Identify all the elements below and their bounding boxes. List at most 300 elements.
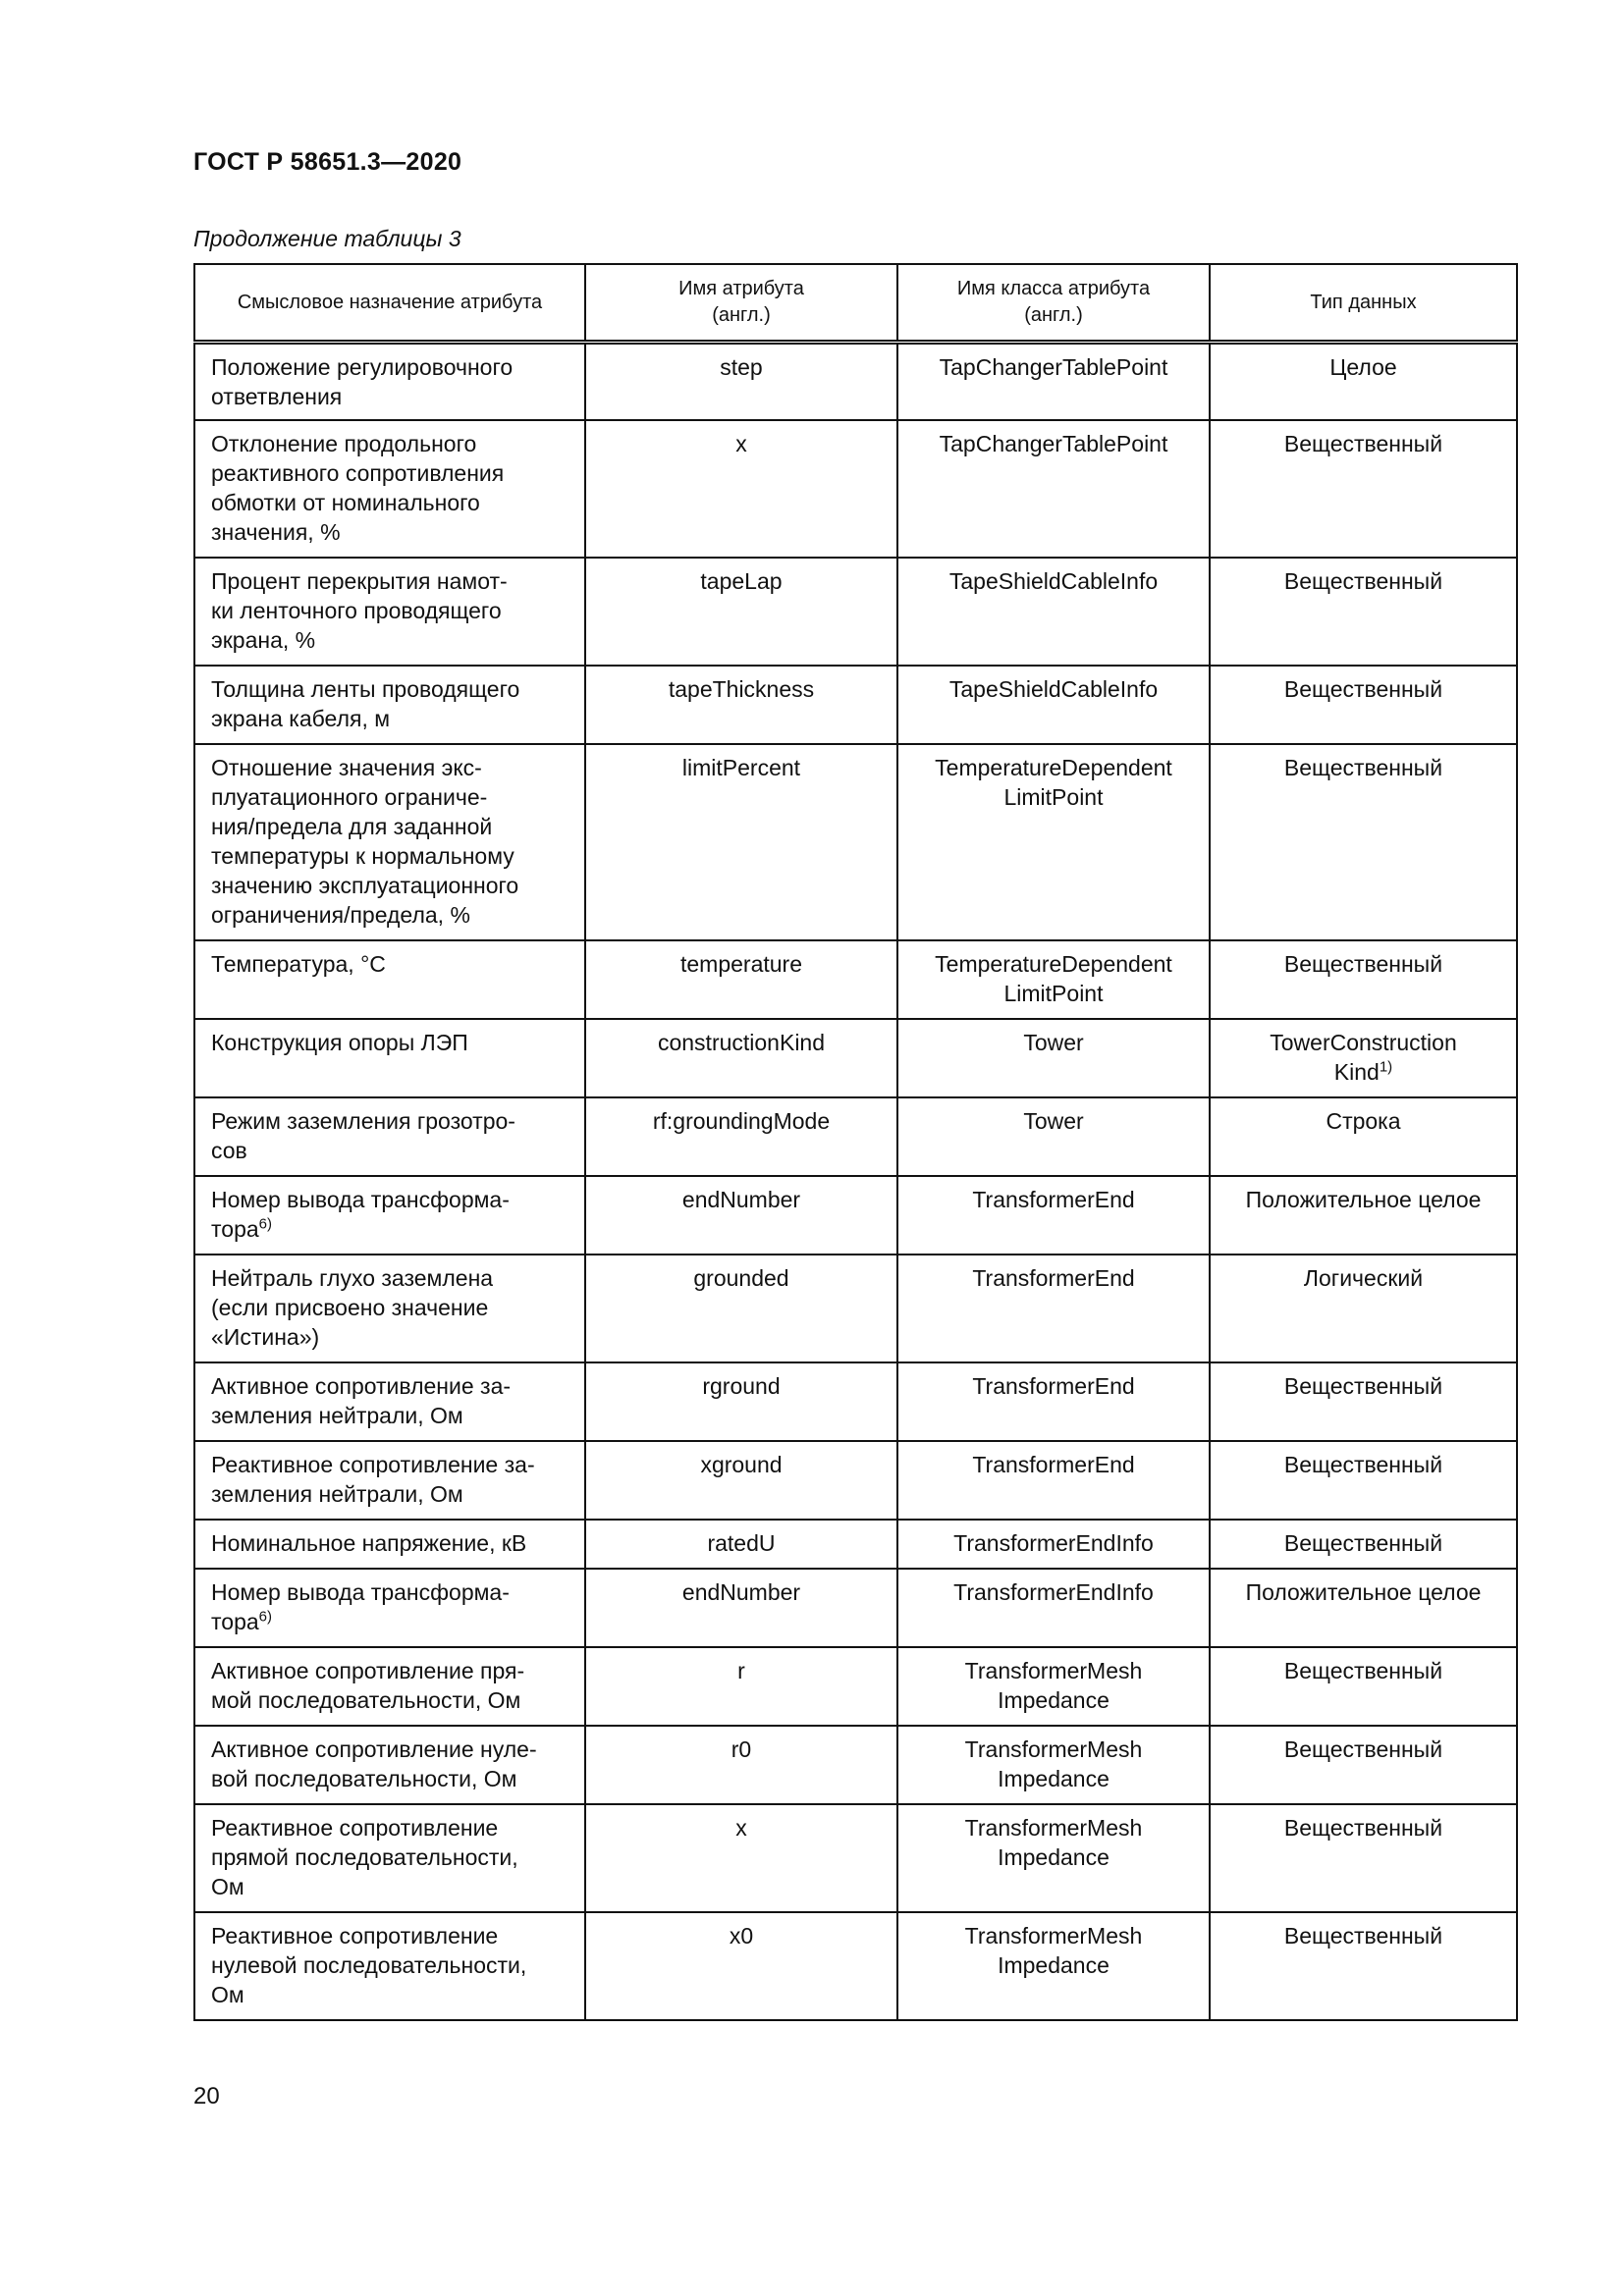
header-text: Имя атрибута: [678, 278, 804, 299]
cell-text: TransformerEnd: [972, 1265, 1135, 1291]
cell-text: Tower: [1023, 1108, 1084, 1134]
cell-purpose: [194, 1019, 585, 1097]
cell-line: [908, 979, 1199, 1008]
cell-line: [596, 1106, 887, 1136]
cell-text: тора: [211, 1216, 259, 1242]
cell-line: [211, 1371, 574, 1401]
header-data-type: [1210, 264, 1517, 343]
cell-attribute-class: [897, 1520, 1210, 1569]
cell-attribute-class: [897, 420, 1210, 558]
cell-attribute-name: [585, 1804, 897, 1912]
cell-line: [1220, 352, 1506, 382]
cell-attribute-name: [585, 1569, 897, 1647]
cell-line: [1220, 753, 1506, 782]
cell-text: ответвления: [211, 384, 343, 409]
cell-line: [908, 1028, 1199, 1057]
cell-text: Вещественный: [1283, 431, 1443, 456]
cell-line: [1220, 1371, 1506, 1401]
cell-line: [211, 1401, 574, 1430]
table-row: [194, 1362, 1517, 1441]
cell-line: [1220, 1528, 1506, 1558]
cell-text: обмотки от номинального: [211, 490, 480, 515]
table-row: [194, 1647, 1517, 1726]
cell-line: [596, 753, 887, 782]
cell-text: Логический: [1303, 1265, 1424, 1291]
cell-line: [596, 1577, 887, 1607]
cell-purpose: [194, 343, 585, 421]
cell-data-type: [1210, 1804, 1517, 1912]
cell-line: [908, 1950, 1199, 1980]
cell-text: TapeShieldCableInfo: [948, 568, 1159, 594]
cell-attribute-class: [897, 343, 1210, 421]
cell-line: [211, 1479, 574, 1509]
cell-attribute-class: [897, 1097, 1210, 1176]
cell-line: [211, 1577, 574, 1607]
footnote-ref: 1): [1379, 1058, 1393, 1076]
cell-line: [211, 1764, 574, 1793]
cell-line: [596, 674, 887, 704]
cell-attribute-name: [585, 343, 897, 421]
cell-data-type: [1210, 1097, 1517, 1176]
cell-text: Tower: [1023, 1030, 1084, 1055]
cell-line: [211, 1263, 574, 1293]
header-attribute-class: [897, 264, 1210, 343]
cell-text: мой последовательности, Ом: [211, 1687, 521, 1713]
cell-text: Целое: [1329, 354, 1397, 380]
table-row: [194, 1019, 1517, 1097]
cell-text: tapeThickness: [668, 676, 815, 702]
cell-text: (если присвоено значение: [211, 1295, 489, 1320]
cell-text: TransformerEndInfo: [953, 1530, 1154, 1556]
cell-line: [211, 1185, 574, 1214]
cell-text: LimitPoint: [1003, 784, 1104, 810]
cell-attribute-class: [897, 666, 1210, 744]
cell-attribute-class: [897, 744, 1210, 940]
cell-line: [211, 1842, 574, 1872]
cell-attribute-name: [585, 1019, 897, 1097]
cell-attribute-name: [585, 940, 897, 1019]
cell-text: TapChangerTablePoint: [939, 431, 1168, 456]
cell-purpose: [194, 1647, 585, 1726]
cell-data-type: [1210, 1569, 1517, 1647]
cell-line: [1220, 674, 1506, 704]
cell-text: TapeShieldCableInfo: [948, 676, 1159, 702]
cell-purpose: [194, 1362, 585, 1441]
cell-purpose: [194, 420, 585, 558]
cell-line: [908, 1106, 1199, 1136]
cell-data-type: [1210, 1441, 1517, 1520]
cell-line: [211, 900, 574, 930]
cell-text: Kind: [1333, 1059, 1380, 1085]
table-row: [194, 1176, 1517, 1255]
cell-line: [908, 753, 1199, 782]
table-row: [194, 744, 1517, 940]
cell-text: Положительное целое: [1245, 1187, 1482, 1212]
cell-text: Активное сопротивление за-: [211, 1373, 512, 1399]
cell-line: [908, 1764, 1199, 1793]
cell-text: «Истина»): [211, 1324, 320, 1350]
cell-text: значению эксплуатационного: [211, 873, 519, 898]
cell-attribute-class: [897, 1912, 1210, 2020]
cell-data-type: [1210, 940, 1517, 1019]
cell-text: Вещественный: [1283, 676, 1443, 702]
cell-text: grounded: [693, 1265, 789, 1291]
cell-line: [1220, 1656, 1506, 1685]
cell-text: x0: [729, 1923, 754, 1949]
cell-text: LimitPoint: [1003, 981, 1104, 1006]
cell-line: [1220, 1813, 1506, 1842]
cell-attribute-name: [585, 1362, 897, 1441]
header-attribute-name: [585, 264, 897, 343]
cell-line: [596, 352, 887, 382]
cell-text: прямой последовательности,: [211, 1844, 518, 1870]
table-row: [194, 1804, 1517, 1912]
footnote-ref: 6): [258, 1608, 272, 1626]
cell-line: [908, 1371, 1199, 1401]
cell-attribute-name: [585, 744, 897, 940]
cell-data-type: [1210, 744, 1517, 940]
cell-text: constructionKind: [657, 1030, 826, 1055]
cell-attribute-name: [585, 1097, 897, 1176]
cell-line: [211, 488, 574, 517]
cell-text: rground: [702, 1373, 781, 1399]
cell-line: [1220, 949, 1506, 979]
cell-line: [596, 1921, 887, 1950]
cell-line: [211, 596, 574, 625]
cell-attribute-class: [897, 1176, 1210, 1255]
cell-text: сов: [211, 1138, 247, 1163]
cell-text: Положение регулировочного: [211, 354, 514, 380]
cell-text: TransformerEndInfo: [953, 1579, 1154, 1605]
cell-line: [211, 1980, 574, 2009]
cell-text: Активное сопротивление пря-: [211, 1658, 525, 1683]
cell-text: нулевой последовательности,: [211, 1952, 527, 1978]
cell-text: Вещественный: [1283, 568, 1443, 594]
table-row: [194, 1441, 1517, 1520]
cell-line: [908, 782, 1199, 812]
cell-text: Реактивное сопротивление: [211, 1923, 499, 1949]
cell-purpose: [194, 1726, 585, 1804]
cell-text: Активное сопротивление нуле-: [211, 1736, 537, 1762]
cell-purpose: [194, 1176, 585, 1255]
cell-line: [596, 1450, 887, 1479]
cell-text: rf:groundingMode: [652, 1108, 831, 1134]
cell-line: [908, 1685, 1199, 1715]
cell-text: Реактивное сопротивление: [211, 1815, 499, 1841]
table-row: [194, 1912, 1517, 2020]
cell-line: [211, 871, 574, 900]
cell-line: [1220, 429, 1506, 458]
cell-text: тора: [211, 1609, 259, 1634]
cell-attribute-name: [585, 1520, 897, 1569]
cell-attribute-class: [897, 1441, 1210, 1520]
cell-attribute-class: [897, 940, 1210, 1019]
cell-data-type: [1210, 1647, 1517, 1726]
cell-line: [596, 1371, 887, 1401]
cell-text: TransformerEnd: [972, 1452, 1135, 1477]
cell-line: [1220, 1921, 1506, 1950]
cell-line: [596, 1028, 887, 1057]
table-row: [194, 1255, 1517, 1362]
cell-purpose: [194, 666, 585, 744]
cell-line: [211, 782, 574, 812]
cell-line: [1220, 1106, 1506, 1136]
cell-text: TransformerMesh: [964, 1736, 1143, 1762]
cell-line: [211, 1293, 574, 1322]
cell-line: [596, 429, 887, 458]
header-text: Смысловое назначение атрибута: [237, 291, 543, 313]
cell-line: [211, 625, 574, 655]
header-text: (англ.): [712, 304, 771, 326]
cell-text: ratedU: [707, 1530, 776, 1556]
cell-text: Impedance: [998, 1952, 1110, 1978]
cell-line: [211, 382, 574, 411]
cell-text: земления нейтрали, Ом: [211, 1481, 463, 1507]
cell-text: TransformerEnd: [972, 1373, 1135, 1399]
table-row: [194, 1569, 1517, 1647]
cell-attribute-name: [585, 1176, 897, 1255]
cell-line: [908, 1656, 1199, 1685]
cell-attribute-class: [897, 1804, 1210, 1912]
cell-data-type: [1210, 1255, 1517, 1362]
cell-text: Номер вывода трансформа-: [211, 1187, 510, 1212]
cell-data-type: [1210, 666, 1517, 744]
cell-text: r: [737, 1658, 745, 1683]
cell-line: [211, 1106, 574, 1136]
cell-text: Вещественный: [1283, 755, 1443, 780]
cell-text: экрана кабеля, м: [211, 706, 391, 731]
cell-line: [211, 753, 574, 782]
cell-purpose: [194, 1912, 585, 2020]
cell-data-type: [1210, 420, 1517, 558]
cell-text: вой последовательности, Ом: [211, 1766, 517, 1791]
cell-text: Нейтраль глухо заземлена: [211, 1265, 494, 1291]
cell-line: [908, 1450, 1199, 1479]
cell-line: [211, 1950, 574, 1980]
cell-purpose: [194, 940, 585, 1019]
cell-line: [211, 429, 574, 458]
cell-text: Реактивное сопротивление за-: [211, 1452, 535, 1477]
cell-line: [211, 674, 574, 704]
footnote-ref: 6): [258, 1215, 272, 1233]
cell-line: [908, 1842, 1199, 1872]
cell-text: TemperatureDependent: [935, 951, 1172, 977]
cell-data-type: [1210, 1019, 1517, 1097]
cell-text: TapChangerTablePoint: [939, 354, 1168, 380]
cell-text: xground: [700, 1452, 783, 1477]
table-caption: Продолжение таблицы 3: [193, 226, 461, 251]
cell-text: экрана, %: [211, 627, 316, 653]
cell-text: r0: [731, 1736, 752, 1762]
cell-text: TransformerMesh: [964, 1658, 1143, 1683]
cell-attribute-class: [897, 1255, 1210, 1362]
table-row: [194, 666, 1517, 744]
cell-line: [596, 949, 887, 979]
cell-text: ния/предела для заданной: [211, 814, 493, 839]
cell-data-type: [1210, 1362, 1517, 1441]
cell-line: [211, 1028, 574, 1057]
cell-attribute-name: [585, 1647, 897, 1726]
cell-attribute-class: [897, 1647, 1210, 1726]
cell-line: [596, 1528, 887, 1558]
cell-line: [1220, 566, 1506, 596]
page-number: 20: [193, 2083, 220, 2109]
cell-text: Положительное целое: [1245, 1579, 1482, 1605]
cell-text: Вещественный: [1283, 951, 1443, 977]
cell-text: Вещественный: [1283, 1530, 1443, 1556]
cell-text: Impedance: [998, 1687, 1110, 1713]
cell-text: TemperatureDependent: [935, 755, 1172, 780]
cell-text: Строка: [1326, 1108, 1401, 1134]
cell-line: [211, 1685, 574, 1715]
cell-line: [596, 1735, 887, 1764]
cell-data-type: [1210, 1912, 1517, 2020]
cell-purpose: [194, 558, 585, 666]
cell-text: TransformerMesh: [964, 1923, 1143, 1949]
cell-text: endNumber: [681, 1579, 801, 1605]
cell-line: [211, 812, 574, 841]
cell-text: endNumber: [681, 1187, 801, 1212]
cell-attribute-class: [897, 1019, 1210, 1097]
cell-text: плуатационного ограниче-: [211, 784, 488, 810]
cell-text: Impedance: [998, 1844, 1110, 1870]
cell-line: [1220, 1263, 1506, 1293]
attributes-table: [193, 263, 1518, 2021]
cell-text: limitPercent: [681, 755, 801, 780]
cell-text: Вещественный: [1283, 1923, 1443, 1949]
cell-text: земления нейтрали, Ом: [211, 1403, 463, 1428]
table-row: [194, 940, 1517, 1019]
cell-text: Отклонение продольного: [211, 431, 477, 456]
table-row: [194, 343, 1517, 421]
cell-purpose: [194, 1255, 585, 1362]
cell-attribute-name: [585, 1441, 897, 1520]
cell-line: [211, 704, 574, 733]
cell-purpose: [194, 744, 585, 940]
cell-line: [596, 1263, 887, 1293]
table-row: [194, 1520, 1517, 1569]
cell-text: Ом: [211, 1982, 244, 2007]
cell-line: [211, 1607, 574, 1636]
cell-attribute-name: [585, 558, 897, 666]
cell-line: [908, 1813, 1199, 1842]
cell-text: Режим заземления грозотро-: [211, 1108, 515, 1134]
table-header-row: [194, 264, 1517, 343]
cell-text: Отношение значения экс-: [211, 755, 482, 780]
cell-purpose: [194, 1520, 585, 1569]
cell-text: температуры к нормальному: [211, 843, 514, 869]
cell-text: Номинальное напряжение, кВ: [211, 1530, 527, 1556]
cell-text: Ом: [211, 1874, 244, 1899]
cell-line: [908, 1921, 1199, 1950]
cell-line: [211, 1735, 574, 1764]
cell-attribute-name: [585, 1726, 897, 1804]
cell-line: [908, 1735, 1199, 1764]
cell-line: [908, 1263, 1199, 1293]
cell-attribute-name: [585, 420, 897, 558]
cell-data-type: [1210, 1520, 1517, 1569]
table-row: [194, 1726, 1517, 1804]
cell-attribute-name: [585, 1912, 897, 2020]
cell-text: Вещественный: [1283, 1373, 1443, 1399]
cell-text: Вещественный: [1283, 1815, 1443, 1841]
cell-line: [908, 1577, 1199, 1607]
header-text: Тип данных: [1310, 291, 1417, 313]
cell-line: [596, 1656, 887, 1685]
cell-data-type: [1210, 558, 1517, 666]
table-row: [194, 558, 1517, 666]
cell-line: [908, 1528, 1199, 1558]
table-row: [194, 1097, 1517, 1176]
cell-line: [596, 566, 887, 596]
cell-line: [211, 1872, 574, 1901]
cell-purpose: [194, 1569, 585, 1647]
cell-attribute-class: [897, 1726, 1210, 1804]
cell-attribute-name: [585, 1255, 897, 1362]
cell-line: [211, 352, 574, 382]
cell-line: [211, 1214, 574, 1244]
cell-text: Конструкция опоры ЛЭП: [211, 1030, 468, 1055]
cell-attribute-class: [897, 1362, 1210, 1441]
cell-line: [211, 1528, 574, 1558]
cell-text: temperature: [679, 951, 802, 977]
cell-line: [908, 949, 1199, 979]
cell-line: [211, 841, 574, 871]
cell-line: [1220, 1057, 1506, 1087]
cell-line: [211, 1813, 574, 1842]
header-purpose: [194, 264, 585, 343]
cell-text: реактивного сопротивления: [211, 460, 505, 486]
cell-attribute-name: [585, 666, 897, 744]
cell-attribute-class: [897, 558, 1210, 666]
cell-text: Вещественный: [1283, 1658, 1443, 1683]
cell-line: [1220, 1028, 1506, 1057]
cell-text: ограничения/предела, %: [211, 902, 470, 928]
cell-text: Номер вывода трансформа-: [211, 1579, 510, 1605]
header-text: (англ.): [1024, 304, 1083, 326]
cell-data-type: [1210, 343, 1517, 421]
cell-line: [908, 674, 1199, 704]
cell-line: [211, 566, 574, 596]
cell-line: [1220, 1185, 1506, 1214]
cell-text: ки ленточного проводящего: [211, 598, 502, 623]
cell-line: [211, 1322, 574, 1352]
cell-text: TransformerEnd: [972, 1187, 1135, 1212]
cell-text: tapeLap: [700, 568, 783, 594]
cell-line: [211, 458, 574, 488]
cell-line: [1220, 1450, 1506, 1479]
cell-line: [1220, 1577, 1506, 1607]
cell-line: [908, 1185, 1199, 1214]
cell-text: Impedance: [998, 1766, 1110, 1791]
cell-data-type: [1210, 1726, 1517, 1804]
cell-line: [211, 1921, 574, 1950]
cell-line: [908, 429, 1199, 458]
cell-text: Температура, °С: [211, 951, 386, 977]
table-body: [194, 343, 1517, 2021]
cell-text: Толщина ленты проводящего: [211, 676, 520, 702]
document-code: ГОСТ Р 58651.3—2020: [193, 148, 462, 176]
cell-line: [1220, 1735, 1506, 1764]
cell-text: TransformerMesh: [964, 1815, 1143, 1841]
cell-purpose: [194, 1441, 585, 1520]
cell-text: x: [735, 1815, 747, 1841]
cell-line: [596, 1813, 887, 1842]
cell-text: Вещественный: [1283, 1736, 1443, 1762]
cell-purpose: [194, 1097, 585, 1176]
cell-line: [211, 949, 574, 979]
header-text: Имя класса атрибута: [956, 278, 1151, 299]
